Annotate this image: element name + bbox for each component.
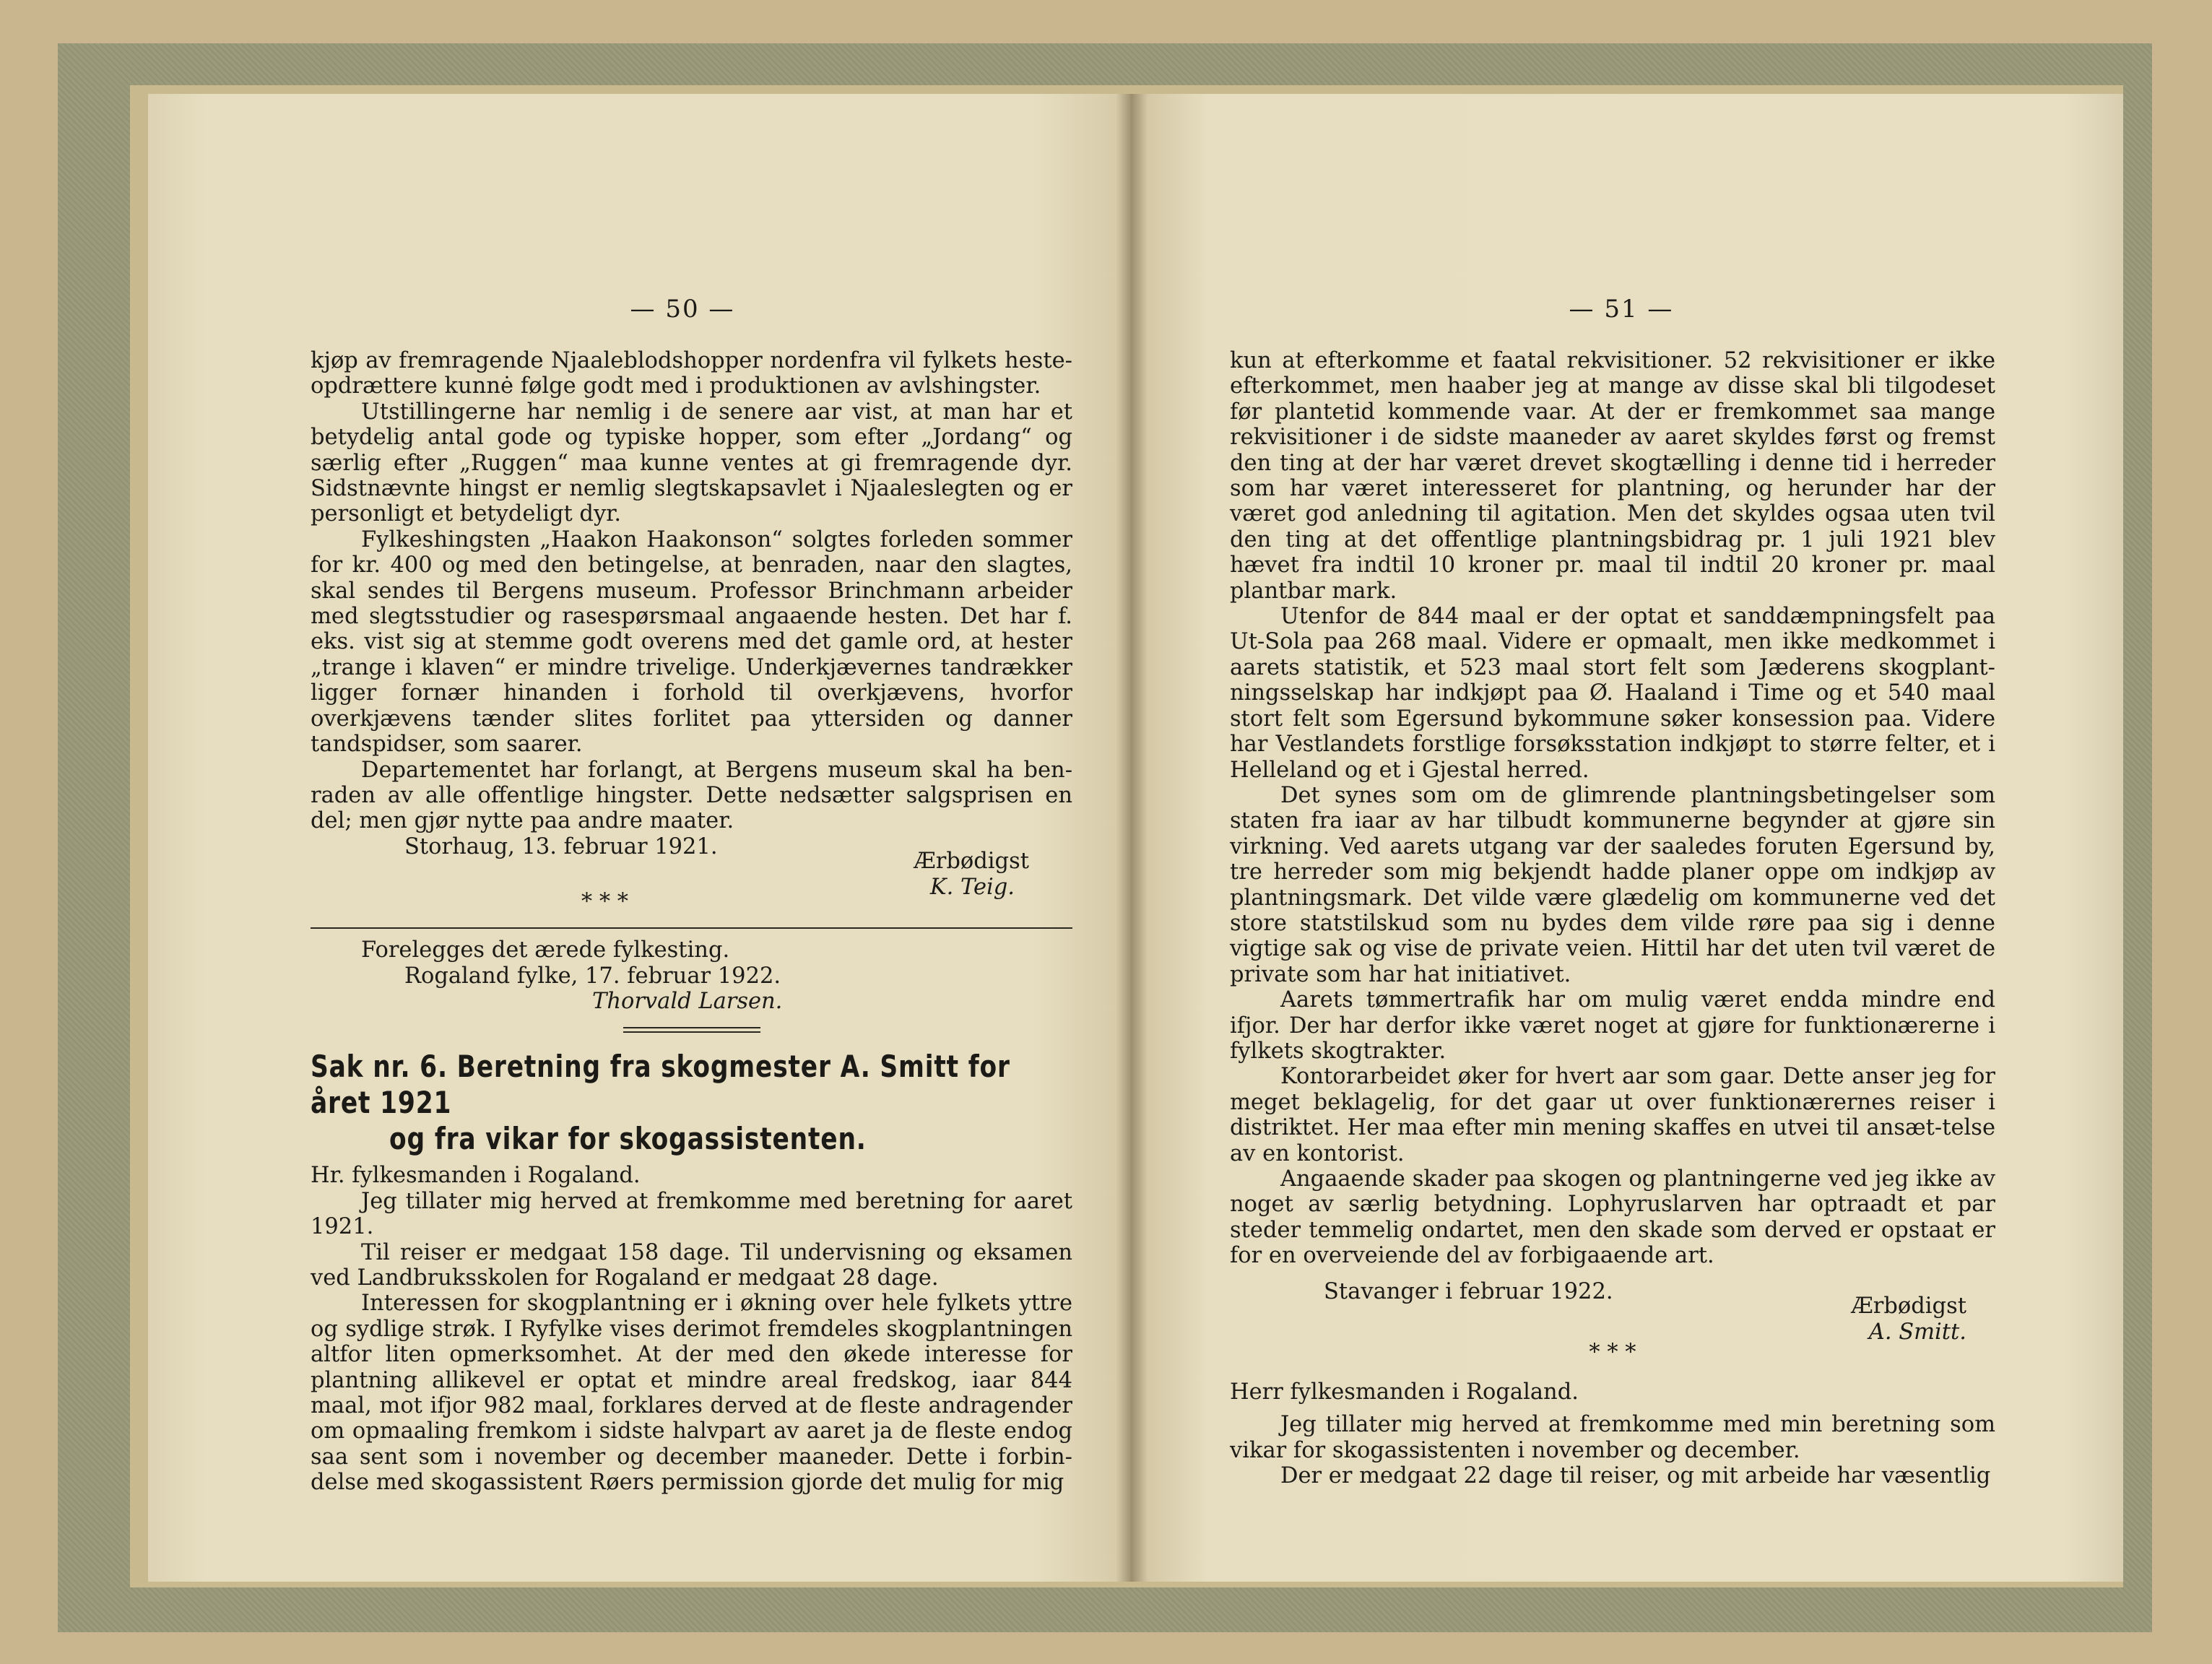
paragraph: Fylkeshingsten „Haakon Haakonson“ solgtes forleden sommer for kr. 400 og med den betingelse, at benraden, naar den slagtes, skal sendes til Bergens museum. Professor Brinchmann arbeider med slegtsstudier og rasespørsmaal angaaende hesten. Det har f. eks. vist sig at stemme godt overens med det gamle ord, at hester „trange i klaven“ er mindre trivelige. Underkjævernes tandrækker ligger fornær hinanden i forhold til overkjævens, hvorfor overkjævens tænder slites forlitet paa yttersiden og danner tandspidser, som saarer.	[311, 526, 1072, 758]
signature: K. Teig.	[929, 874, 1015, 900]
book-gutter	[1116, 94, 1148, 1582]
section-stars: * * *	[581, 888, 629, 914]
forward-line: Forelegges det ærede fylkesting.	[361, 937, 730, 963]
page-number-left: — 50 —	[630, 295, 735, 324]
paragraph: kun at efterkomme et faatal rekvisitioner. 52 rekvisitioner er ikke efterkommet, men haaber jeg at mange av disse skal bli tilgodeset før plantetid kommende vaar. At der er fremkommet saa mange rekvisitioner i de sidste maaneder av aaret skyldes først og fremst den ting at der har været drevet skogtælling i denne tid i herreder som har været interesseret for plantning, og herunder har der været god anledning til agitation. Men det skyldes ogsaa uten tvil den ting at det offentlige plantningsbidrag pr. 1 juli 1921 blev hævet fra indtil 10 kroner pr. maal til indtil 20 kroner pr. maal plantbar mark.	[1230, 348, 1995, 604]
paragraph: Jeg tillater mig herved at fremkomme med beretning for aaret 1921.	[311, 1188, 1072, 1240]
double-rule	[623, 1027, 760, 1033]
section-heading	[311, 1049, 1072, 1157]
paragraph: Jeg tillater mig herved at fremkomme med min beretning som vikar for skogassistenten i november og december.	[1230, 1412, 1995, 1463]
left-page-text	[311, 348, 1072, 1496]
paragraph: Utenfor de 844 maal er der optat et sanddæmpningsfelt paa Ut-Sola paa 268 maal. Videre er opmaalt, men ikke medkommet i aarets statistik, et 523 maal stort felt som Jæderens skogplant-ningsselskap har indkjøpt paa Ø. Haaland i Time og et 540 maal stort felt som Egersund bykommune søker konsession paa. Videre har Vestlandets forstlige forsøksstation indkjøpt to større felter, et i Helleland og et i Gjestal herred.	[1230, 604, 1995, 783]
heading-line-2: og fra vikar for skogassistenten.	[389, 1121, 867, 1157]
paragraph: Departementet har forlangt, at Bergens museum skal ha ben-raden av alle offentlige hingster. Dette nedsætter salgsprisen en del; men gjør nytte paa andre maater.	[311, 757, 1072, 834]
forward-line: Rogaland fylke, 17. februar 1922.	[404, 963, 781, 989]
signature-block	[1230, 1279, 1995, 1356]
paragraph: Til reiser er medgaat 158 dage. Til undervisning og eksamen ved Landbruksskolen for Rogaland er medgaat 28 dage.	[311, 1239, 1072, 1291]
paragraph: Aarets tømmertrafik har om mulig været endda mindre end ifjor. Der har derfor ikke været noget at gjøre for funktionærerne i fylkets skogtrakter.	[1230, 987, 1995, 1064]
right-page	[1130, 94, 2123, 1582]
paragraph: Kontorarbeidet øker for hvert aar som gaar. Dette anser jeg for meget beklagelig, for det gaar ut over funktionærernes reiser i distriktet. Her maa efter min mening skaffes en utvei til ansæt-telse av en kontorist.	[1230, 1064, 1995, 1166]
salutation: Hr. fylkesmanden i Rogaland.	[311, 1163, 641, 1189]
paragraph: Der er medgaat 22 dage til reiser, og mit arbeide har væsentlig	[1280, 1463, 1991, 1489]
closing: Ærbødigst	[1851, 1293, 1966, 1319]
paragraph: Interessen for skogplantning er i økning over hele fylkets yttre og sydlige strøk. I Ryfylke vises derimot fremdeles skogplantningen altfor liten opmerksomhet. At der med den økede interesse for plantning allikevel er optat et mindre areal fredskog, iaar 844 maal, mot ifjor 982 maal, forklares derved at de fleste andragender om opmaaling fremkom i sidste halvpart av aaret ja de fleste endog saa sent som i november og december maaneder. Dette i forbin-delse med skogassistent Røers permission gjorde det mulig for mig	[311, 1291, 1072, 1496]
paragraph: Utstillingerne har nemlig i de senere aar vist, at man har et betydelig antal gode og typiske hopper, som efter „Jordang“ og særlig efter „Ruggen“ maa kunne ventes at gi fremragende dyr. Sidstnævnte hingst er nemlig slegtskapsavlet i Njaaleslegten og er personligt et betydeligt dyr.	[311, 399, 1072, 527]
salutation: Herr fylkesmanden i Rogaland.	[1230, 1379, 1579, 1405]
place-date: Storhaug, 13. februar 1921.	[404, 833, 718, 859]
forward-signature: Thorvald Larsen.	[592, 988, 783, 1014]
closing: Ærbødigst	[914, 848, 1029, 874]
page-number-right: — 51 —	[1569, 295, 1674, 324]
divider-rule	[311, 927, 1072, 929]
paragraph: kjøp av fremragende Njaaleblodshopper nordenfra vil fylkets heste-opdrættere kunnė følge godt med i produktionen av avlshingster.	[311, 348, 1072, 399]
signature-block	[311, 834, 1072, 911]
section-stars: * * *	[1589, 1339, 1636, 1365]
place-date: Stavanger i februar 1922.	[1324, 1278, 1613, 1304]
right-page-text	[1230, 348, 1995, 1489]
heading-line-1: Sak nr. 6. Beretning fra skogmester A. Smitt for året 1921	[311, 1049, 1010, 1121]
left-page	[148, 94, 1130, 1582]
signature: A. Smitt.	[1868, 1319, 1966, 1345]
paragraph: Angaaende skader paa skogen og plantningerne ved jeg ikke av noget av særlig betydning. Lophyruslarven har optraadt et par steder temmelig ondartet, men den skade som derved er opstaat er for en overveiende del av forbigaaende art.	[1230, 1166, 1995, 1269]
paragraph: Det synes som om de glimrende plantningsbetingelser som staten fra iaar av har tilbudt kommunerne begynder at gjøre sin virkning. Ved aarets utgang var der saaledes foruten Egersund by, tre herreder som mig bekjendt hadde planer oppe om indkjøp av plantningsmark. Det vilde være glædelig om kommunerne ved det store statstilskud som nu bydes dem vilde røre paa sig i denne vigtige sak og vise de private veien. Hittil har det uten tvil været de private som har hat initiativet.	[1230, 782, 1995, 987]
